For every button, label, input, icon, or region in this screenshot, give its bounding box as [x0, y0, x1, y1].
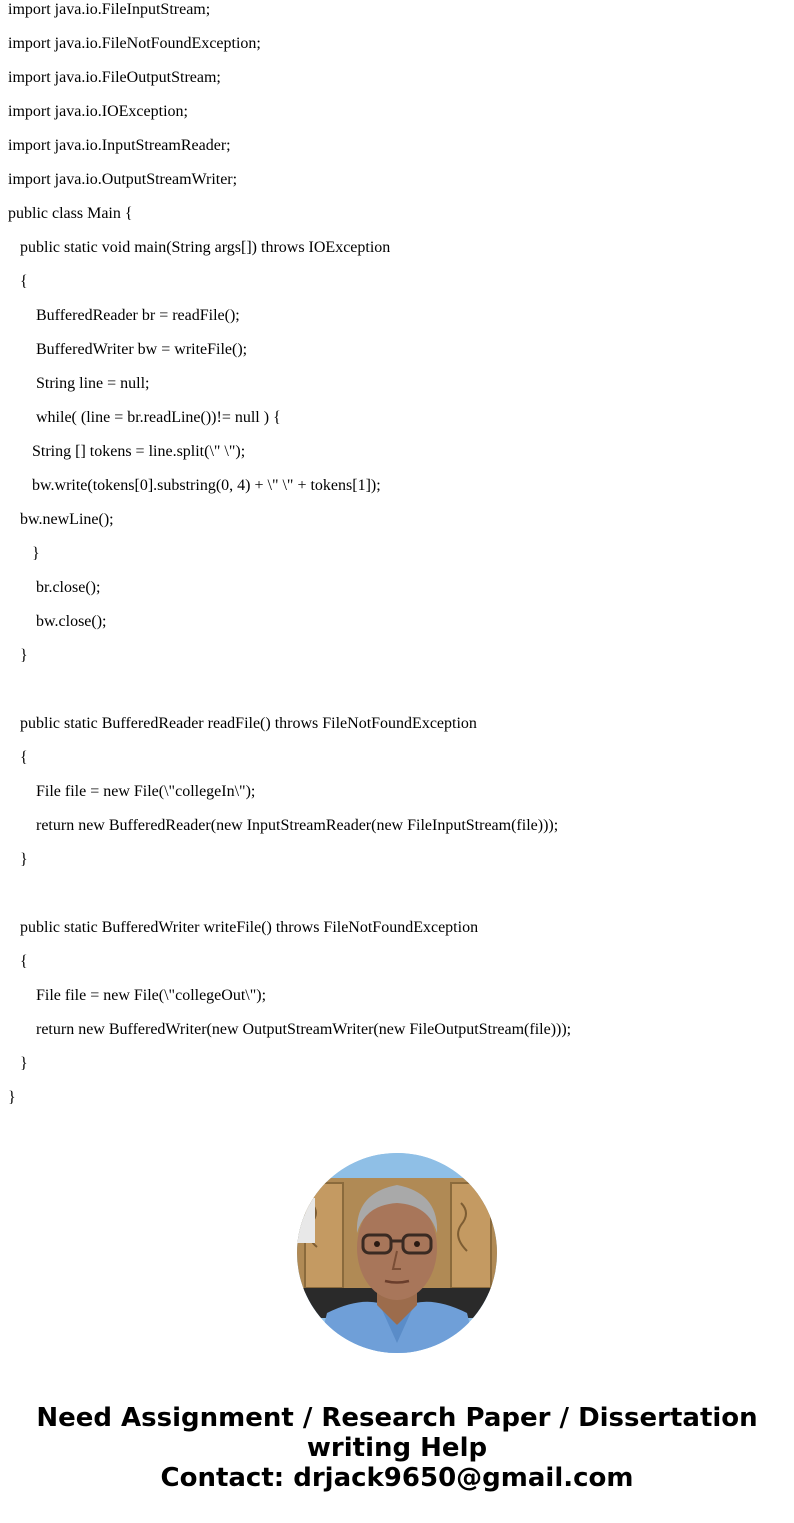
code-line: bw.write(tokens[0].substring(0, 4) + \" \" + tokens[1]);: [32, 477, 381, 494]
code-line: public static void main(String args[]) throws IOException: [20, 239, 391, 256]
code-line: {: [20, 953, 28, 970]
code-line: {: [20, 273, 28, 290]
code-line: String line = null;: [36, 375, 150, 392]
code-line: String [] tokens = line.split(\" \");: [32, 443, 246, 460]
code-line: BufferedWriter bw = writeFile();: [36, 341, 248, 358]
code-line: import java.io.FileNotFoundException;: [8, 35, 261, 52]
promo-banner: [0, 1403, 794, 1493]
promo-headline: Need Assignment / Research Paper / Dissertation: [36, 1403, 758, 1433]
code-line: bw.close();: [36, 613, 107, 630]
author-avatar: [297, 1153, 497, 1353]
code-line: public static BufferedReader readFile() throws FileNotFoundException: [20, 715, 477, 732]
code-line: bw.newLine();: [20, 511, 114, 528]
code-line: File file = new File(\"collegeOut\");: [36, 987, 267, 1004]
code-line: BufferedReader br = readFile();: [36, 307, 240, 324]
code-line: while( (line = br.readLine())!= null ) {: [36, 409, 281, 426]
promo-contact-email: Contact: drjack9650@gmail.com: [160, 1463, 634, 1493]
code-line: import java.io.FileInputStream;: [8, 1, 211, 18]
promo-subheadline: writing Help: [306, 1433, 488, 1463]
code-line: }: [20, 647, 28, 664]
code-line: public class Main {: [8, 205, 133, 222]
code-line: {: [20, 749, 28, 766]
code-line: public static BufferedWriter writeFile() throws FileNotFoundException: [20, 919, 479, 936]
code-line: import java.io.OutputStreamWriter;: [8, 171, 238, 188]
person-photo-icon: [297, 1153, 497, 1353]
code-line: import java.io.IOException;: [8, 103, 188, 120]
code-line: }: [20, 1055, 28, 1072]
code-line: import java.io.InputStreamReader;: [8, 137, 231, 154]
code-line: }: [32, 545, 40, 562]
code-line: return new BufferedReader(new InputStreamReader(new FileInputStream(file)));: [36, 817, 559, 834]
code-line: br.close();: [36, 579, 101, 596]
code-line: }: [20, 851, 28, 868]
code-line: File file = new File(\"collegeIn\");: [36, 783, 256, 800]
code-line: }: [8, 1089, 16, 1106]
code-line: return new BufferedWriter(new OutputStreamWriter(new FileOutputStream(file)));: [36, 1021, 572, 1038]
code-line: import java.io.FileOutputStream;: [8, 69, 221, 86]
